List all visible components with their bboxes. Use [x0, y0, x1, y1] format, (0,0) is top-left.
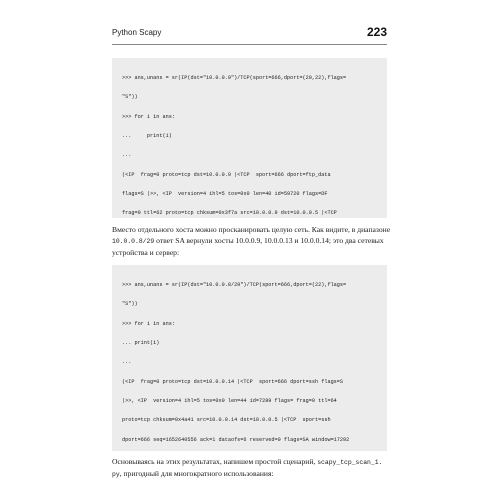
code-line: ...: [122, 152, 132, 159]
paragraph-text: Основываясь на этих результатах, напишем простой сценарий,: [112, 457, 318, 466]
body-paragraph-network-scan: [112, 224, 392, 258]
paragraph-text: ответ SA вернули хосты 10.0.0.9, 10.0.0.13 и 10.0.0.14; это два сетевых устройства и сервер:: [112, 236, 384, 257]
inline-code-filename: scapy_tcp_scan_1.: [317, 459, 383, 466]
code-line: >>> for i in ans:: [122, 320, 175, 327]
page-header: [112, 25, 387, 41]
header-divider: [112, 44, 387, 45]
code-line: "S")): [122, 94, 138, 101]
code-line: ...: [122, 359, 132, 366]
code-line: ... print(i): [122, 339, 160, 346]
code-line: (<IP frag=0 proto=tcp dst=10.0.0.14 |<TCP sport=666 dport=ssh flags=S: [122, 378, 344, 385]
code-line: dport=666 seq=1652640556 ack=1 dataofs=6 reserved=0 flags=SA window=17292: [122, 436, 350, 443]
body-paragraph-script-intro: [112, 456, 392, 480]
code-line: ... print(i): [122, 132, 172, 139]
code-block-scan-network: [112, 265, 387, 451]
running-head-title: Python Scapy: [112, 28, 162, 37]
paragraph-text: Вместо отдельного хоста можно просканировать целую сеть. Как видите, в диапазоне: [112, 225, 391, 234]
paragraph-text: , пригодный для многократного использования:: [119, 469, 274, 478]
code-line: flags=S |>>, <IP version=4 ihl=5 tos=0x0 len=40 id=59720 flags=DF: [122, 191, 328, 198]
code-line: >>> ans,unans = sr(IP(dst="10.0.0.9")/TCP(sport=666,dport=(20,22),flags=: [122, 74, 347, 81]
code-line: (<IP frag=0 proto=tcp dst=10.0.0.9 |<TCP sport=666 dport=ftp_data: [122, 171, 331, 178]
inline-code-extension: py: [112, 471, 120, 478]
code-line: "S")): [122, 301, 138, 308]
code-line: |>>, <IP version=4 ihl=5 tos=0x0 len=44 id=7289 flags= frag=0 ttl=64: [122, 398, 337, 405]
code-line: >>> ans,unans = sr(IP(dst="10.0.0.8/29")/TCP(sport=666,dport=(22),flags=: [122, 281, 347, 288]
code-block-scan-single-host: [112, 58, 387, 218]
page-number: 223: [366, 25, 387, 39]
inline-code: 10.0.0.8/29: [112, 238, 155, 245]
code-line: >>> for i in ans:: [122, 113, 175, 120]
code-line: frag=0 ttl=62 proto=tcp chksum=0x3f7a src=10.0.0.9 dst=10.0.0.5 |<TCP: [122, 210, 337, 217]
code-line: proto=tcp chksum=0x4a41 src=10.0.0.14 dst=10.0.0.5 |<TCP sport=ssh: [122, 417, 331, 424]
